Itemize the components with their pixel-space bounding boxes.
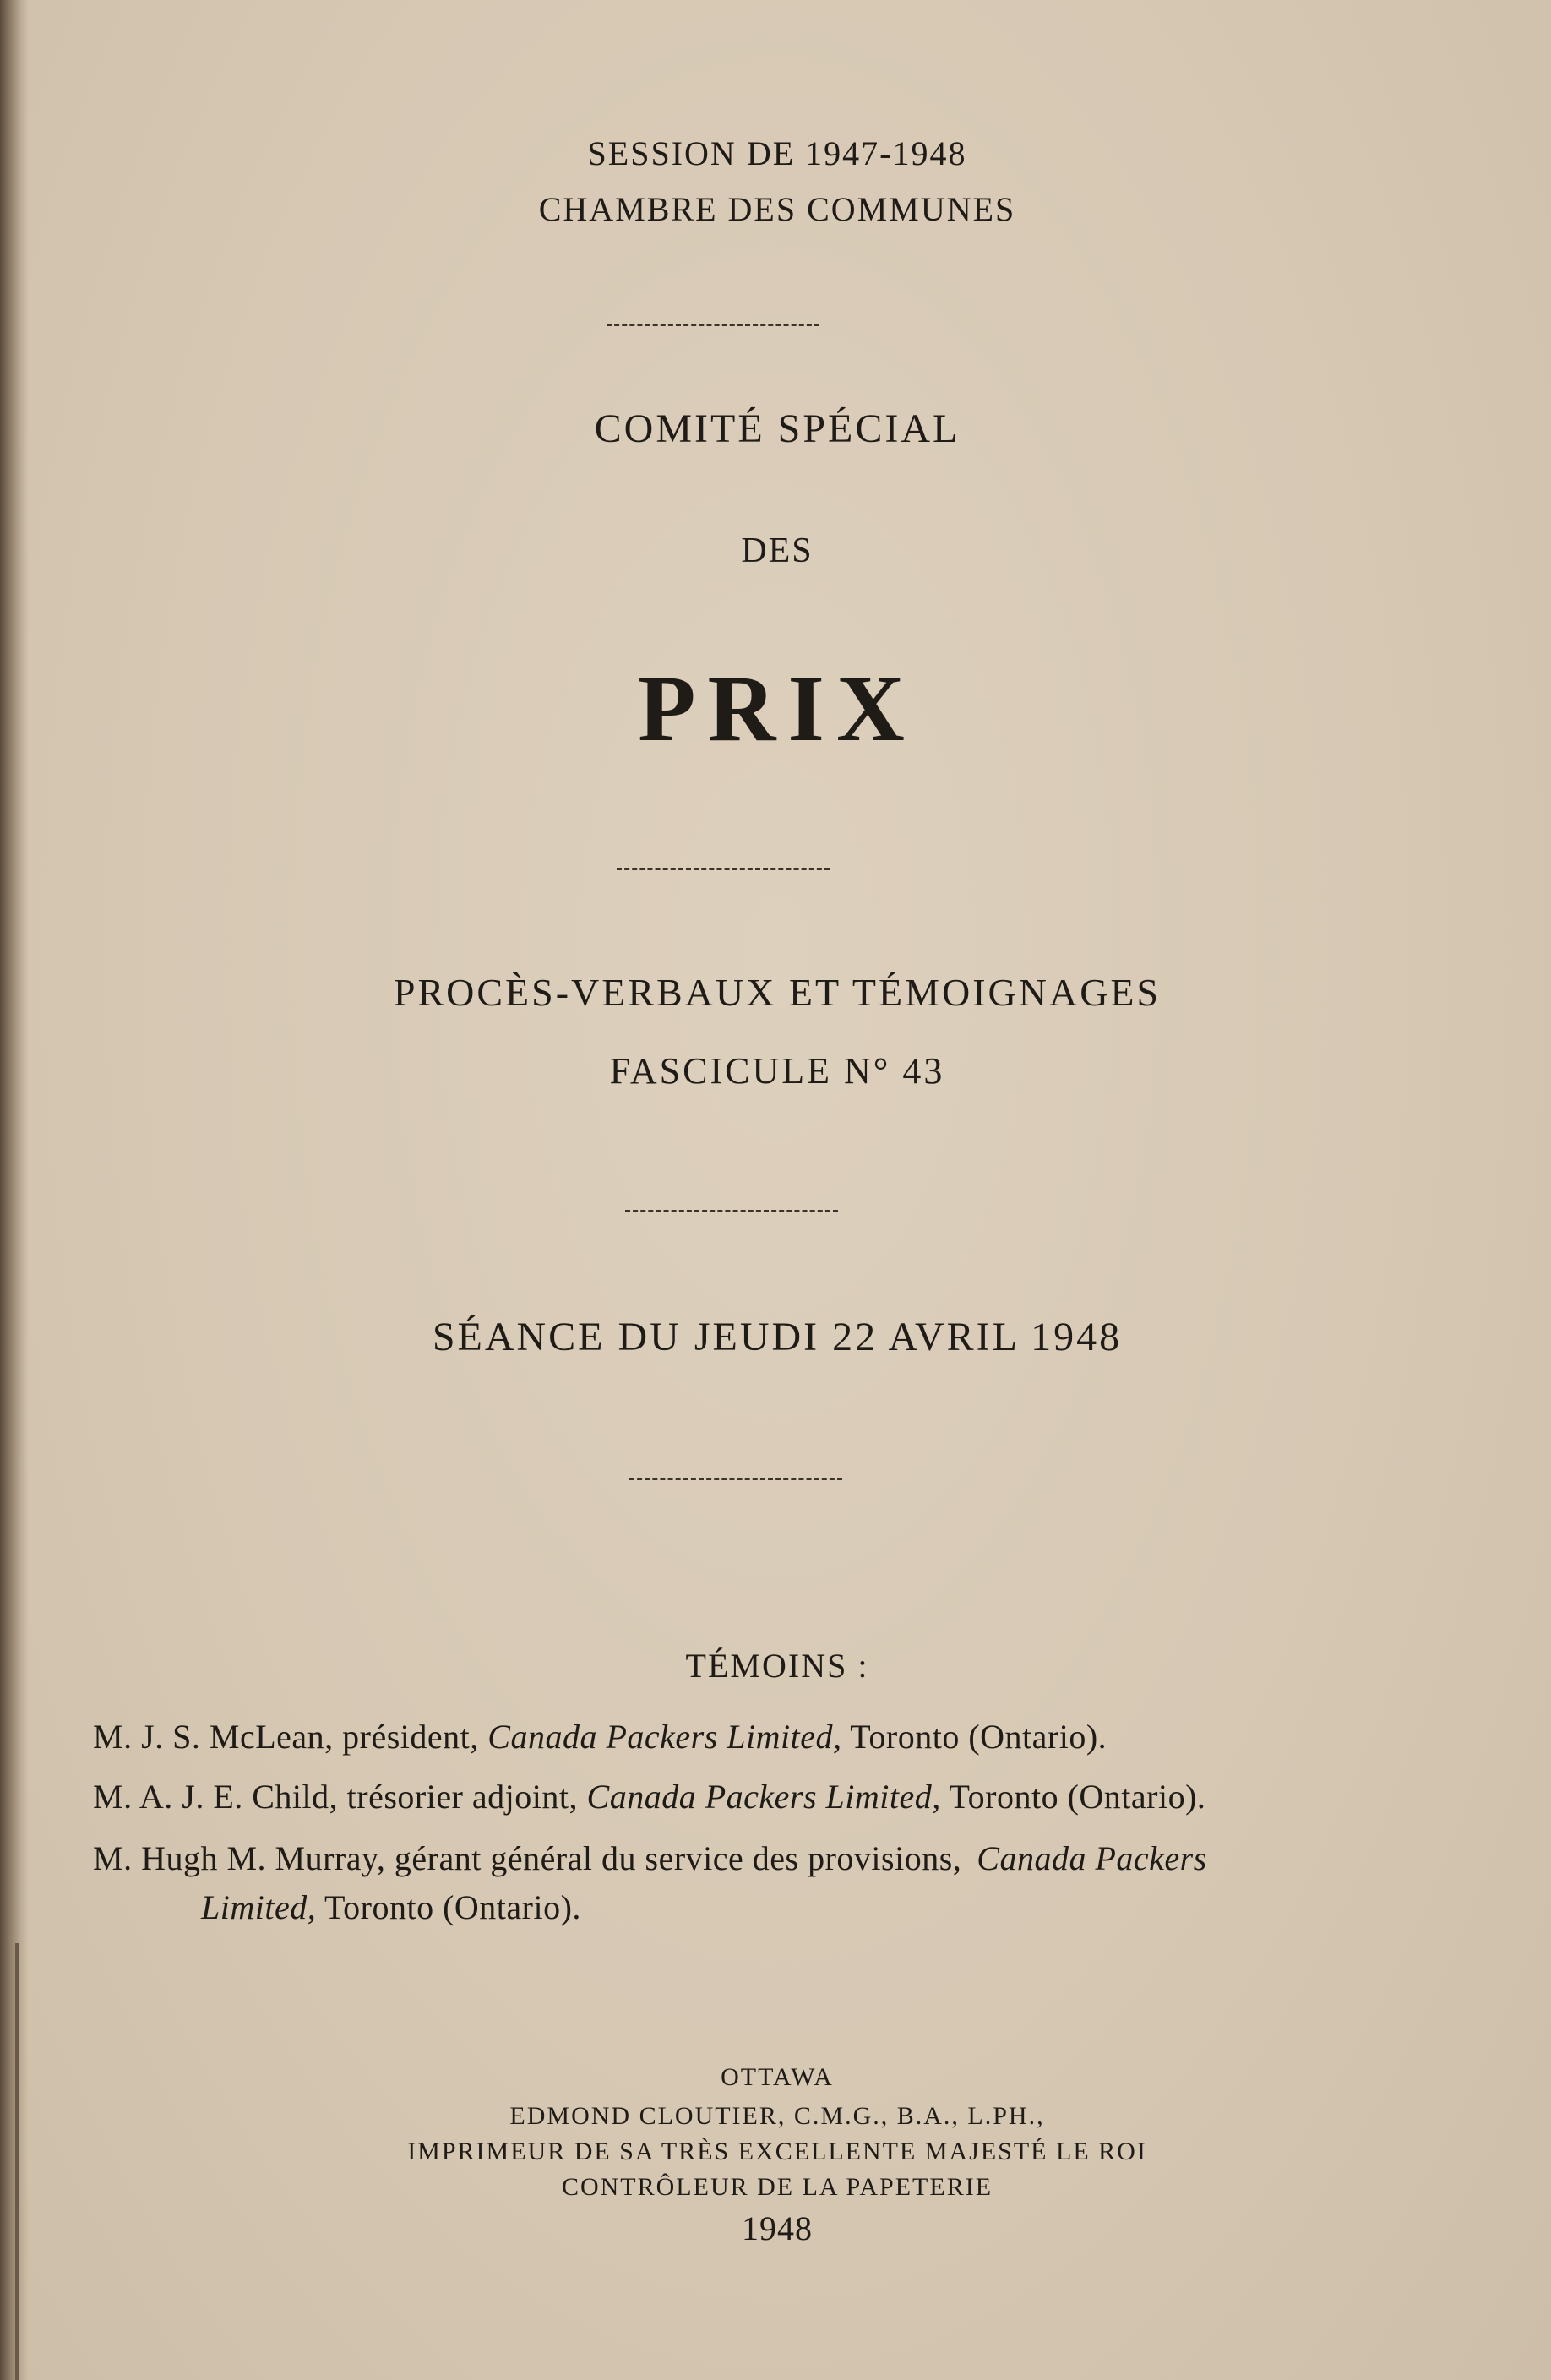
chamber-line: CHAMBRE DES COMMUNES <box>538 190 1016 228</box>
imprint-printer: EDMOND CLOUTIER, C.M.G., B.A., L.PH., <box>509 2102 1045 2130</box>
witness-company: Canada Packers <box>977 1839 1207 1877</box>
witness-entry <box>93 1838 1207 1878</box>
divider-rule <box>629 1478 842 1480</box>
witness-name-title: M. Hugh M. Murray, gérant général du service des provisions, <box>93 1839 962 1877</box>
imprint-city: OTTAWA <box>721 2063 834 2091</box>
witness-entry <box>93 1777 1205 1816</box>
imprint-year: 1948 <box>742 2209 813 2247</box>
committee-name: PRIX <box>638 656 917 761</box>
committee-line: COMITÉ SPÉCIAL <box>594 406 961 451</box>
witness-company: Canada Packers Limited, <box>487 1718 842 1756</box>
witness-location: Toronto (Ontario). <box>940 1778 1206 1816</box>
sitting-date: SÉANCE DU JEUDI 22 AVRIL 1948 <box>432 1315 1123 1359</box>
spine-edge-mark <box>15 1943 19 2380</box>
issue-number: FASCICULE N° 43 <box>609 1050 945 1092</box>
witness-name-title: M. J. S. McLean, président, <box>93 1718 488 1756</box>
witness-company: Limited, <box>201 1888 317 1926</box>
witness-location: Toronto (Ontario). <box>316 1888 581 1926</box>
divider-rule <box>625 1210 838 1212</box>
proceedings-title: PROCÈS-VERBAUX ET TÉMOIGNAGES <box>393 971 1162 1014</box>
book-spine-shadow <box>0 0 29 2380</box>
divider-rule <box>607 324 819 326</box>
witness-company: Canada Packers Limited, <box>586 1778 941 1816</box>
committee-connector: DES <box>741 531 814 570</box>
divider-rule <box>617 868 830 870</box>
session-line: SESSION DE 1947-1948 <box>587 134 967 172</box>
witness-name-title: M. A. J. E. Child, trésorier adjoint, <box>93 1778 587 1816</box>
witness-entry-continuation <box>201 1887 581 1927</box>
witness-entry <box>93 1717 1107 1756</box>
witness-location: Toronto (Ontario). <box>841 1718 1107 1756</box>
imprint-office: CONTRÔLEUR DE LA PAPETERIE <box>561 2173 993 2201</box>
imprint-title: IMPRIMEUR DE SA TRÈS EXCELLENTE MAJESTÉ LE ROI <box>407 2138 1147 2165</box>
witnesses-heading: TÉMOINS : <box>685 1647 869 1685</box>
